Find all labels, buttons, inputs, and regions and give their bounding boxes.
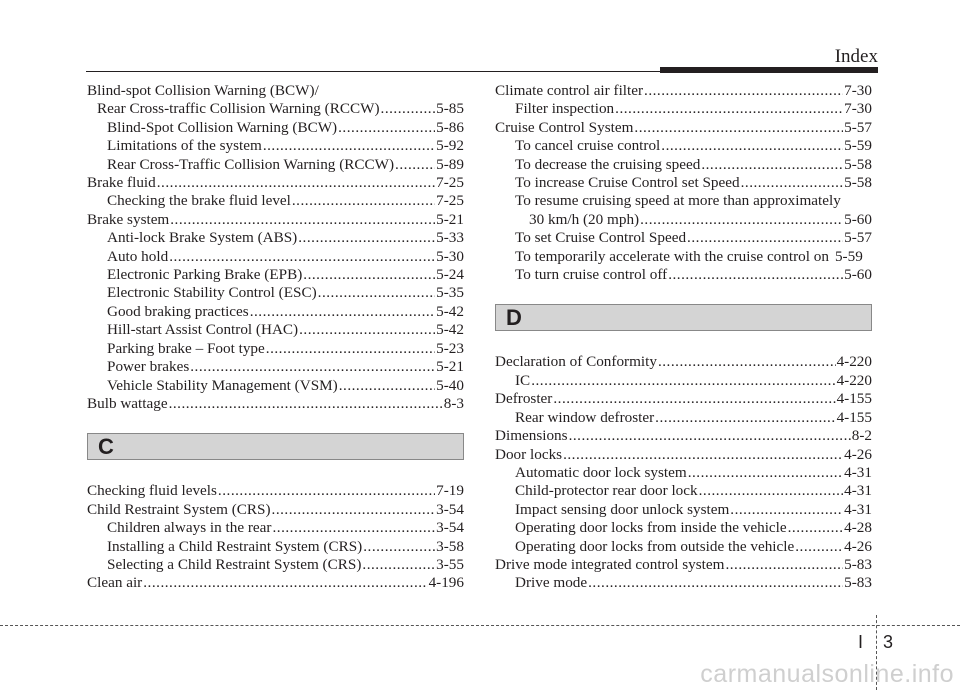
section-letter-c: C	[98, 434, 114, 460]
index-entry-page: 7-30	[844, 82, 872, 99]
index-entry[interactable]	[495, 372, 872, 390]
index-entry[interactable]	[87, 303, 464, 321]
index-entry-title: Declaration of Conformity	[495, 353, 657, 371]
dot-leader	[143, 574, 427, 592]
index-entry[interactable]	[87, 174, 464, 192]
dot-leader	[157, 174, 435, 192]
index-column-right	[495, 82, 872, 593]
section-header-c	[87, 433, 464, 460]
index-entry[interactable]	[495, 353, 872, 371]
index-entry-title: Impact sensing door unlock system	[515, 500, 730, 518]
dot-leader	[655, 409, 835, 427]
index-entry-title: Rear Cross-Traffic Collision Warning (RCCW)	[107, 155, 395, 173]
index-entry-title: To set Cruise Control Speed	[515, 229, 687, 247]
index-entry-title: Checking fluid levels	[87, 482, 217, 500]
index-entry[interactable]	[87, 395, 464, 413]
index-entry[interactable]	[495, 266, 872, 284]
dot-leader	[661, 137, 843, 155]
index-entry-page: 5-57	[844, 118, 872, 136]
watermark: carmanualsonline.info	[700, 660, 954, 688]
index-entry[interactable]	[87, 501, 464, 519]
index-entry[interactable]	[87, 192, 464, 210]
dot-leader	[218, 482, 435, 500]
index-entry-page: 5-57	[844, 229, 872, 247]
index-entry[interactable]	[87, 482, 464, 500]
dot-leader	[266, 340, 435, 358]
index-entry-page: 4-196	[428, 574, 464, 592]
index-entry[interactable]	[87, 556, 464, 574]
index-entry[interactable]	[87, 340, 464, 358]
index-entry-title: 30 km/h (20 mph)	[529, 210, 640, 228]
index-entry[interactable]	[87, 100, 464, 118]
index-entry-title: Blind-spot Collision Warning (BCW)/	[87, 82, 319, 99]
index-entry-page: 5-60	[844, 210, 872, 228]
dot-leader	[615, 100, 843, 118]
dot-leader	[303, 266, 435, 284]
dot-leader	[730, 501, 843, 519]
index-entry[interactable]	[495, 156, 872, 174]
dot-leader	[292, 192, 435, 210]
section-letter-d: D	[506, 305, 522, 331]
index-entry-page: 5-89	[436, 155, 464, 173]
index-entry-page: 4-28	[844, 519, 872, 537]
index-entry-title: To cancel cruise control	[515, 137, 661, 155]
index-entry-page: 3-58	[436, 537, 464, 555]
index-entry-title: Anti-lock Brake System (ABS)	[107, 229, 298, 247]
index-entry[interactable]	[87, 284, 464, 302]
index-entry-title: Power brakes	[107, 358, 190, 376]
dot-leader	[362, 556, 435, 574]
index-entry-title: To resume cruising speed at more than approximately	[515, 192, 841, 210]
index-entry-page: 4-31	[844, 482, 872, 500]
header-rule-accent	[660, 67, 878, 73]
index-entry-page: 5-86	[436, 118, 464, 136]
index-entry-page: 5-21	[436, 210, 464, 228]
index-entry[interactable]	[495, 82, 872, 100]
index-entry[interactable]	[87, 248, 464, 266]
index-entry-page: 5-59	[834, 247, 863, 265]
index-entry-page: 5-58	[844, 155, 872, 173]
index-entry-title: Blind-Spot Collision Warning (BCW)	[107, 118, 338, 136]
index-entry-page: 4-220	[836, 371, 872, 389]
dot-leader	[634, 119, 843, 137]
index-entry-page: 3-55	[436, 555, 464, 573]
index-entry-title: Drive mode	[515, 574, 588, 592]
index-entry-title: Dimensions	[495, 427, 568, 445]
index-entry-page: 5-59	[844, 137, 872, 155]
index-entry[interactable]	[495, 464, 872, 482]
index-entry[interactable]	[495, 211, 872, 229]
index-entry[interactable]	[495, 519, 872, 537]
index-entry[interactable]	[87, 377, 464, 395]
index-entry-page: 5-60	[844, 266, 872, 284]
index-entry-title: Door locks	[495, 445, 563, 463]
dot-leader	[363, 538, 435, 556]
index-entry-title: IC	[515, 371, 531, 389]
footer-rule	[0, 625, 960, 626]
index-entry-page: 7-25	[436, 192, 464, 210]
index-entry[interactable]	[495, 100, 872, 118]
dot-leader	[788, 519, 844, 537]
dot-leader	[741, 174, 844, 192]
footer-section-label: I	[858, 632, 864, 652]
index-entry-page: 4-26	[844, 537, 872, 555]
index-entry-title: Checking the brake fluid level	[107, 192, 291, 210]
dot-leader	[569, 427, 851, 445]
index-entry-title: Electronic Parking Brake (EPB)	[107, 266, 303, 284]
index-entry[interactable]	[87, 119, 464, 137]
dot-leader	[272, 519, 435, 537]
index-entry-title: Brake fluid	[87, 174, 156, 192]
dot-leader	[640, 211, 843, 229]
index-entry-title: Operating door locks from outside the vehicle	[515, 537, 795, 555]
index-group-c-continued	[495, 82, 872, 284]
dot-leader	[381, 100, 436, 118]
index-entry-title: Vehicle Stability Management (VSM)	[107, 376, 338, 394]
index-entry[interactable]	[495, 137, 872, 155]
index-entry[interactable]	[495, 248, 872, 266]
dot-leader	[339, 377, 435, 395]
index-entry-title: Children always in the rear	[107, 519, 272, 537]
dot-leader	[701, 156, 843, 174]
index-entry-title: Good braking practices	[107, 302, 249, 320]
index-entry-page: 5-33	[436, 229, 464, 247]
index-entry-title: Bulb wattage	[87, 394, 168, 412]
index-entry-title: Filter inspection	[515, 100, 615, 118]
index-entry-title: Clean air	[87, 574, 143, 592]
index-entry[interactable]	[87, 137, 464, 155]
index-entry[interactable]	[495, 409, 872, 427]
index-entry-page: 5-42	[436, 302, 464, 320]
index-entry[interactable]	[495, 446, 872, 464]
index-entry-page: 4-155	[836, 390, 872, 408]
index-entry[interactable]	[495, 556, 872, 574]
dot-leader	[795, 538, 843, 556]
index-entry-page: 4-31	[844, 500, 872, 518]
index-group-b	[87, 82, 464, 413]
index-entry-title: Selecting a Child Restraint System (CRS)	[107, 555, 362, 573]
index-entry[interactable]	[87, 229, 464, 247]
index-entry-page: 5-23	[436, 339, 464, 357]
index-entry-page: 5-21	[436, 358, 464, 376]
page-header-title: Index	[834, 46, 878, 67]
index-entry-title: Limitations of the system	[107, 137, 262, 155]
footer-page-number: 3	[883, 632, 894, 652]
index-entry-title: Climate control air filter	[495, 82, 644, 99]
index-entry[interactable]	[87, 156, 464, 174]
index-entry-title: Drive mode integrated control system	[495, 555, 725, 573]
dot-leader	[318, 284, 436, 302]
index-entry[interactable]	[495, 482, 872, 500]
index-entry-page: 7-30	[844, 100, 872, 118]
index-entry-page: 4-155	[836, 408, 872, 426]
dot-leader	[263, 137, 435, 155]
index-entry-page: 5-92	[436, 137, 464, 155]
index-entry-page: 7-25	[436, 174, 464, 192]
index-entry[interactable]	[87, 211, 464, 229]
index-entry-title: Parking brake – Foot type	[107, 339, 265, 357]
dot-leader	[272, 501, 436, 519]
dot-leader	[531, 372, 835, 390]
index-entry-page: 8-3	[443, 394, 464, 412]
index-entry-title: To temporarily accelerate with the cruise control on	[515, 247, 829, 265]
dot-leader	[699, 482, 844, 500]
dot-leader	[250, 303, 435, 321]
index-entry[interactable]	[495, 119, 872, 137]
dot-leader	[338, 119, 435, 137]
dot-leader	[687, 229, 843, 247]
index-entry-page: 5-24	[436, 266, 464, 284]
index-entry[interactable]	[495, 501, 872, 519]
index-entry-page: 4-31	[844, 463, 872, 481]
index-entry-title: Cruise Control System	[495, 118, 634, 136]
index-entry[interactable]	[495, 390, 872, 408]
index-entry[interactable]	[495, 192, 872, 210]
index-entry[interactable]	[87, 574, 464, 592]
index-entry-page: 5-83	[844, 574, 872, 592]
index-entry-page: 8-2	[851, 427, 872, 445]
index-entry-page: 5-58	[844, 174, 872, 192]
index-entry-page: 5-30	[436, 247, 464, 265]
index-entry-page: 5-85	[436, 100, 464, 118]
index-entry-title: Brake system	[87, 210, 170, 228]
index-entry-page: 3-54	[436, 519, 464, 537]
dot-leader	[688, 464, 843, 482]
index-entry-title: Hill-start Assist Control (HAC)	[107, 321, 299, 339]
dot-leader	[553, 390, 835, 408]
index-entry-title: Child Restraint System (CRS)	[87, 500, 271, 518]
index-entry-title: To increase Cruise Control set Speed	[515, 174, 740, 192]
index-entry-page: 5-40	[436, 376, 464, 394]
index-entry-page: 7-19	[436, 482, 464, 500]
index-entry[interactable]	[495, 538, 872, 556]
index-entry-title: Operating door locks from inside the vehicle	[515, 519, 787, 537]
dot-leader	[299, 321, 435, 339]
dot-leader	[169, 248, 435, 266]
dot-leader	[169, 395, 443, 413]
dot-leader	[170, 211, 435, 229]
index-entry-page: 3-54	[436, 500, 464, 518]
index-entry[interactable]	[87, 266, 464, 284]
index-entry-title: Rear window defroster	[515, 408, 655, 426]
index-entry[interactable]	[495, 174, 872, 192]
index-entry[interactable]	[87, 519, 464, 537]
index-entry-title: Installing a Child Restraint System (CRS)	[107, 537, 363, 555]
index-entry-page: 5-42	[436, 321, 464, 339]
index-entry[interactable]	[87, 358, 464, 376]
section-header-d	[495, 304, 872, 331]
dot-leader	[395, 156, 435, 174]
index-entry-page: 5-83	[844, 555, 872, 573]
index-entry-page: 4-26	[844, 445, 872, 463]
index-group-d	[495, 353, 872, 592]
index-entry-title: To turn cruise control off	[515, 266, 668, 284]
index-entry[interactable]	[495, 574, 872, 592]
dot-leader	[644, 82, 843, 100]
index-entry[interactable]	[495, 229, 872, 247]
index-entry[interactable]	[87, 538, 464, 556]
index-entry-page: 5-35	[436, 284, 464, 302]
dot-leader	[563, 446, 843, 464]
index-entry[interactable]	[87, 321, 464, 339]
dot-leader	[298, 229, 435, 247]
dot-leader	[658, 353, 836, 371]
dot-leader	[725, 556, 843, 574]
index-entry-title: Defroster	[495, 390, 553, 408]
dot-leader	[190, 358, 435, 376]
index-entry-title: Rear Cross-traffic Collision Warning (RCCW)	[97, 100, 380, 118]
index-entry-title: Electronic Stability Control (ESC)	[107, 284, 317, 302]
dot-leader	[668, 266, 843, 284]
index-entry-title: To decrease the cruising speed	[515, 155, 701, 173]
index-group-c	[87, 482, 464, 592]
index-entry-title: Automatic door lock system	[515, 463, 687, 481]
index-entry[interactable]	[87, 82, 464, 100]
index-column-left	[87, 82, 464, 593]
index-entry-page: 4-220	[836, 353, 872, 371]
index-entry-title: Auto hold	[107, 247, 169, 265]
index-entry[interactable]	[495, 427, 872, 445]
index-entry-title: Child-protector rear door lock	[515, 482, 698, 500]
dot-leader	[588, 574, 843, 592]
